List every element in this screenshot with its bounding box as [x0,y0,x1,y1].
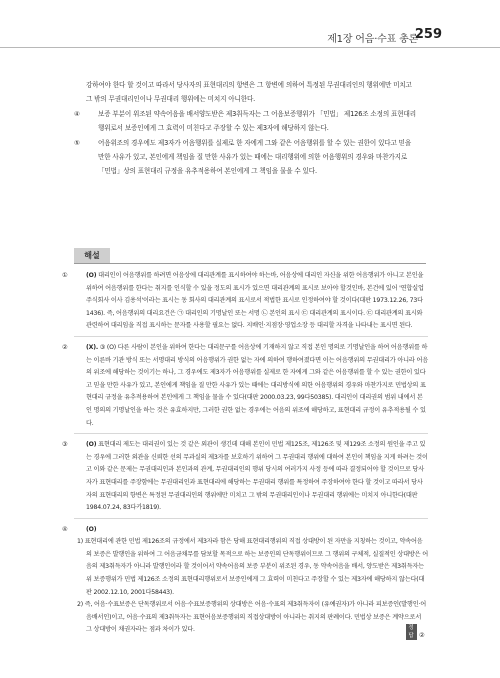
chapter-title: 제1장 어음·수표 총론 [327,34,418,45]
divider [74,336,428,337]
explanation-4 [62,524,428,537]
explanation-2-text: ③ (O) 다른 사람이 본인을 위하여 한다는 대리문구를 어음상에 기재하지 않고 직접 본인 명의로 기명날인을 하여 어음행위를 하는 이른바 기관 방식 또는 서명대리 방식의 어음행위가 권한 없는 자에 의하여 행하여졌다면 이는 어음행위의 무권대리가 아니라 어음의 위조에 해당하는 것이기는 하나, 그 경우에도 제3자가 어음행위를 실제로 한 자에게 그와 같은 어음행위를 할 수 있는 권한이 있다고 믿을 만한 사유가 있고, 본인에게 책임을 질 만한 사유가 있는 때에는 대리방식에 의한 어음행위의 경우와 마찬가지로 민법상의 표현대리 규정을 유추적용하여 본인에게 그 책임을 물을 수 있다(대판 2000.03.23, 99다50385). 대리인이 대리권의 범위 내에서 본인 명의의 기명날인을 하는 것은 유효하지만, 그러한 권한 없는 경우에는 어음의 위조에 해당하고, 표현대리 규정이 유추적용될 수 있다. [86,343,428,427]
explanation-3 [62,439,428,515]
explanation-1 [62,270,428,333]
explanation-4-sub-2-text: 2) 즉, 어음·수표보증은 단독행위로서 어음·수표보증행위의 상대방은 어음·수표의 제3취득자이 (유예권자)가 아니라 피보증인(발행인·어음배서인)이고, 어음·수표의 제3취득자는 표현어음보증행위의 직접상대방이 아니라는 취지의 판례이다. 민법상 보증은 계약으로서 그 상대방이 채권자라는 점과 차이가 있다. [77,601,427,634]
page-number: 259 [414,27,442,42]
option-4 [74,107,416,136]
explanation-2 [62,342,428,430]
option-5-text: 어음위조의 경우에도 제3자가 어음행위를 실제로 한 자에게 그와 같은 어음행위를 할 수 있는 권한이 있다고 믿을 만한 사유가 있고, 본인에게 책임을 질 만한 사유가 있는 때에는 대리행위에 의한 어음행위의 경우와 마찬가지로 「민법」상의 표현대리 규정을 유추적용하여 본인에게 그 책임을 물을 수 있다. [98,138,412,176]
option-4-text: 보증 부분이 위조된 약속어음을 배서양도받은 제3취득자는 그 어음보증행위가 「민법」 제126조 소정의 표현대리행위로서 보증인에게 그 효력이 미친다고 주장할 수 있는 제3자에 해당하지 않는다. [98,109,416,133]
explanation-3-number: ③ [62,441,68,449]
explanation-2-mark: (X). [86,343,98,351]
divider [74,518,428,519]
explanation-1-mark: (O) [86,272,97,279]
explanation-4-mark: (O) [86,525,97,533]
option-5-number: ⑤ [74,138,80,147]
explanation-2-number: ② [62,343,68,351]
answer-value: ② [419,632,425,640]
answer-badge: 정답 [406,624,417,640]
explanation-rule [74,263,426,264]
answer [408,624,428,643]
explanation-1-number: ① [62,272,68,279]
explanation-4-number: ④ [62,525,68,533]
continued-text: 강하여야 한다 할 것이고 따라서 당사자의 표현대리의 항변은 그 항변에 의하여 특정된 무권대리인의 행위에만 미치고 그 밖의 무권대리인이나 무권대리 행위에는 미치지 아니한다. [86,81,412,104]
question-options [74,78,416,179]
option-5 [74,136,416,179]
page-header [0,0,500,50]
explanation-4-sub-2 [74,599,428,640]
explanation-3-mark: (O) [86,441,97,449]
explanation-tag: 해설 [74,248,110,263]
explanation-4-sub-1-text: 1) 표현대리에 관한 민법 제126조의 규정에서 제3자라 함은 당해 표현대리행위의 직접 상대방이 된 자만을 지칭하는 것이고, 약속어음의 보증은 발행인을 위하여 그 어음금채무를 담보할 목적으로 하는 보증인의 단독행위이므로 그 행위의 구체적, 실질적인 상대방은 어음의 제3취득자가 아니라 발행인이라 할 것이어서 약속어음의 보증 부분이 위조된 경우, 동 약속어음을 배서, 양도받은 제3취득자는 위 보증행위가 민법 제126조 소정의 표현대리행위로서 보증인에게 그 효력이 미친다고 주장할 수 있는 제3자에 해당하지 않는다(대판 2002.12.10, 2001다58443). [77,538,428,596]
explanation-body [62,270,428,643]
divider [74,433,428,434]
header-rule [0,47,500,48]
option-4-number: ④ [74,109,80,118]
explanation-1-text: 대리인이 어음행위를 하려면 어음상에 대리관계를 표시하여야 하는바, 어음상에 대리인 자신을 위한 어음행위가 아니고 본인을 위하여 어음행위를 한다는 취지를 인식할 수 있을 정도의 표시가 있으면 대리관계의 표시로 보아야 할것인바, 본건에 있어 '연합실업주식회사 이사 김용석'이라는 표시는 동 회사의 대리관계의 표시로서 적법한 표시로 인정하여야 할 것이다(대판 1973.12.26, 73다1436). 즉, 어음행위의 대리요건은 ㉠ 대리인의 기명날인 또는 서명 ㉡ 본인의 표시 ㉢ 대리관계의 표시이다. ㉢ 대리관계의 표시와 관련하여 대리임을 직접 표시하는 문자를 사용할 필요는 없다. 지배인·지점장·영업소장 등 대리할 자격을 나타내는 표시면 된다. [86,272,424,330]
explanation-3-text: 표현대리 제도는 대리권이 있는 것 같은 외관이 생긴데 대해 본인이 민법 제125조, 제126조 및 제129조 소정의 원인을 주고 있는 경우에 그러한 외관을 신뢰한 선의 무과실의 제3자를 보호하기 위하여 그 무권대리 행위에 대하여 본인이 책임을 지게 하려는 것이고 이와 같은 문제는 무권대리인과 본인과의 관계, 무권대리인의 행위 당시의 여러가지 사정 등에 따라 결정되어야 할 것이므로 당사자가 표현대리를 주장함에는 무권대리인과 표현대리에 해당하는 무권대리 행위를 특정하여 주장하여야 한다 할 것이고 따라서 당사자의 표현대리의 항변은 특정된 무권대리인의 행위에만 미치고 그 밖의 무권대리인이나 무권대리 행위에는 미치지 아니한다(대판 1984.07.24, 83다카1819). [86,441,428,512]
